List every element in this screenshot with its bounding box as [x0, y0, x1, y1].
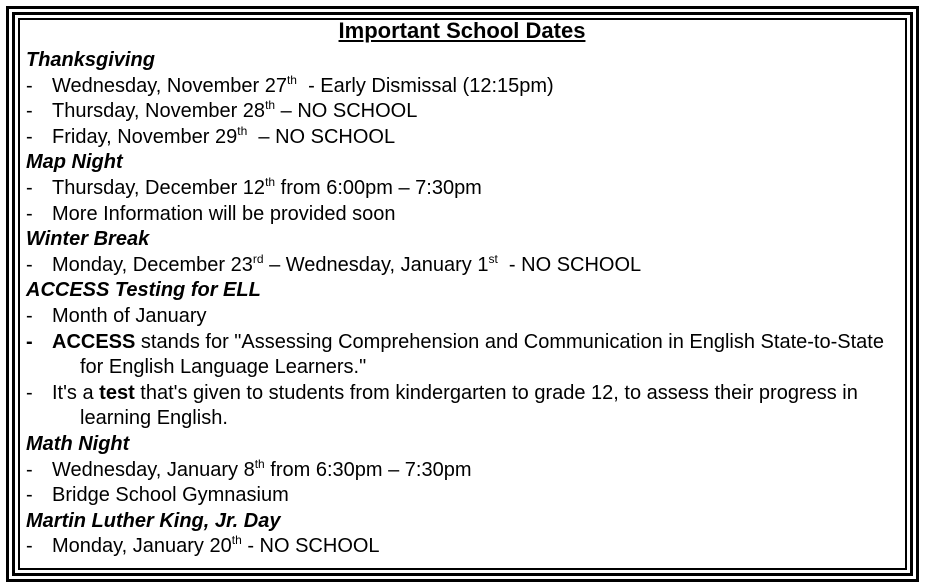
dash-bullet: -: [26, 125, 33, 148]
list-item: - Wednesday, January 8th from 6:30pm – 7:30pm: [26, 458, 898, 484]
section-heading-winter-break: Winter Break: [26, 228, 150, 251]
section-heading-math-night: Math Night: [26, 432, 130, 455]
document-body: [26, 16, 898, 560]
list-item: - Monday, December 23rd – Wednesday, January 1st - NO SCHOOL: [26, 253, 898, 279]
dash-bullet: -: [26, 176, 33, 199]
list-item: - Thursday, November 28th – NO SCHOOL: [26, 99, 898, 125]
dash-bullet: -: [26, 535, 33, 558]
list-item: - Thursday, December 12th from 6:00pm – 7:30pm: [26, 176, 898, 202]
section-heading-mlk-day: Martin Luther King, Jr. Day: [26, 509, 281, 532]
dash-bullet: -: [26, 330, 33, 353]
dash-bullet: -: [26, 253, 33, 276]
list-item: - Bridge School Gymnasium: [26, 483, 898, 509]
list-item: - Friday, November 29th – NO SCHOOL: [26, 125, 898, 151]
section-heading-thanksgiving: Thanksgiving: [26, 49, 155, 71]
list-item: - Month of January: [26, 304, 898, 330]
dash-bullet: -: [26, 381, 33, 404]
list-item: - ACCESS stands for "Assessing Comprehension and Communication in English State-to-State for English Language Learners.": [26, 330, 884, 379]
list-item: - It's a test that's given to students from kindergarten to grade 12, to assess their progress in learning English.: [26, 381, 858, 430]
dash-bullet: -: [26, 74, 33, 97]
dash-bullet: -: [26, 304, 33, 327]
page-title: Important School Dates: [338, 18, 586, 43]
list-item: - Monday, January 20th - NO SCHOOL: [26, 534, 898, 560]
list-item: - Wednesday, November 27th - Early Dismissal (12:15pm): [26, 74, 898, 100]
dash-bullet: -: [26, 458, 33, 481]
dash-bullet: -: [26, 202, 33, 225]
list-item: - More Information will be provided soon: [26, 202, 898, 228]
dash-bullet: -: [26, 100, 33, 123]
section-heading-map-night: Map Night: [26, 151, 123, 174]
section-heading-access-testing: ACCESS Testing for ELL: [26, 279, 261, 302]
dash-bullet: -: [26, 484, 33, 507]
